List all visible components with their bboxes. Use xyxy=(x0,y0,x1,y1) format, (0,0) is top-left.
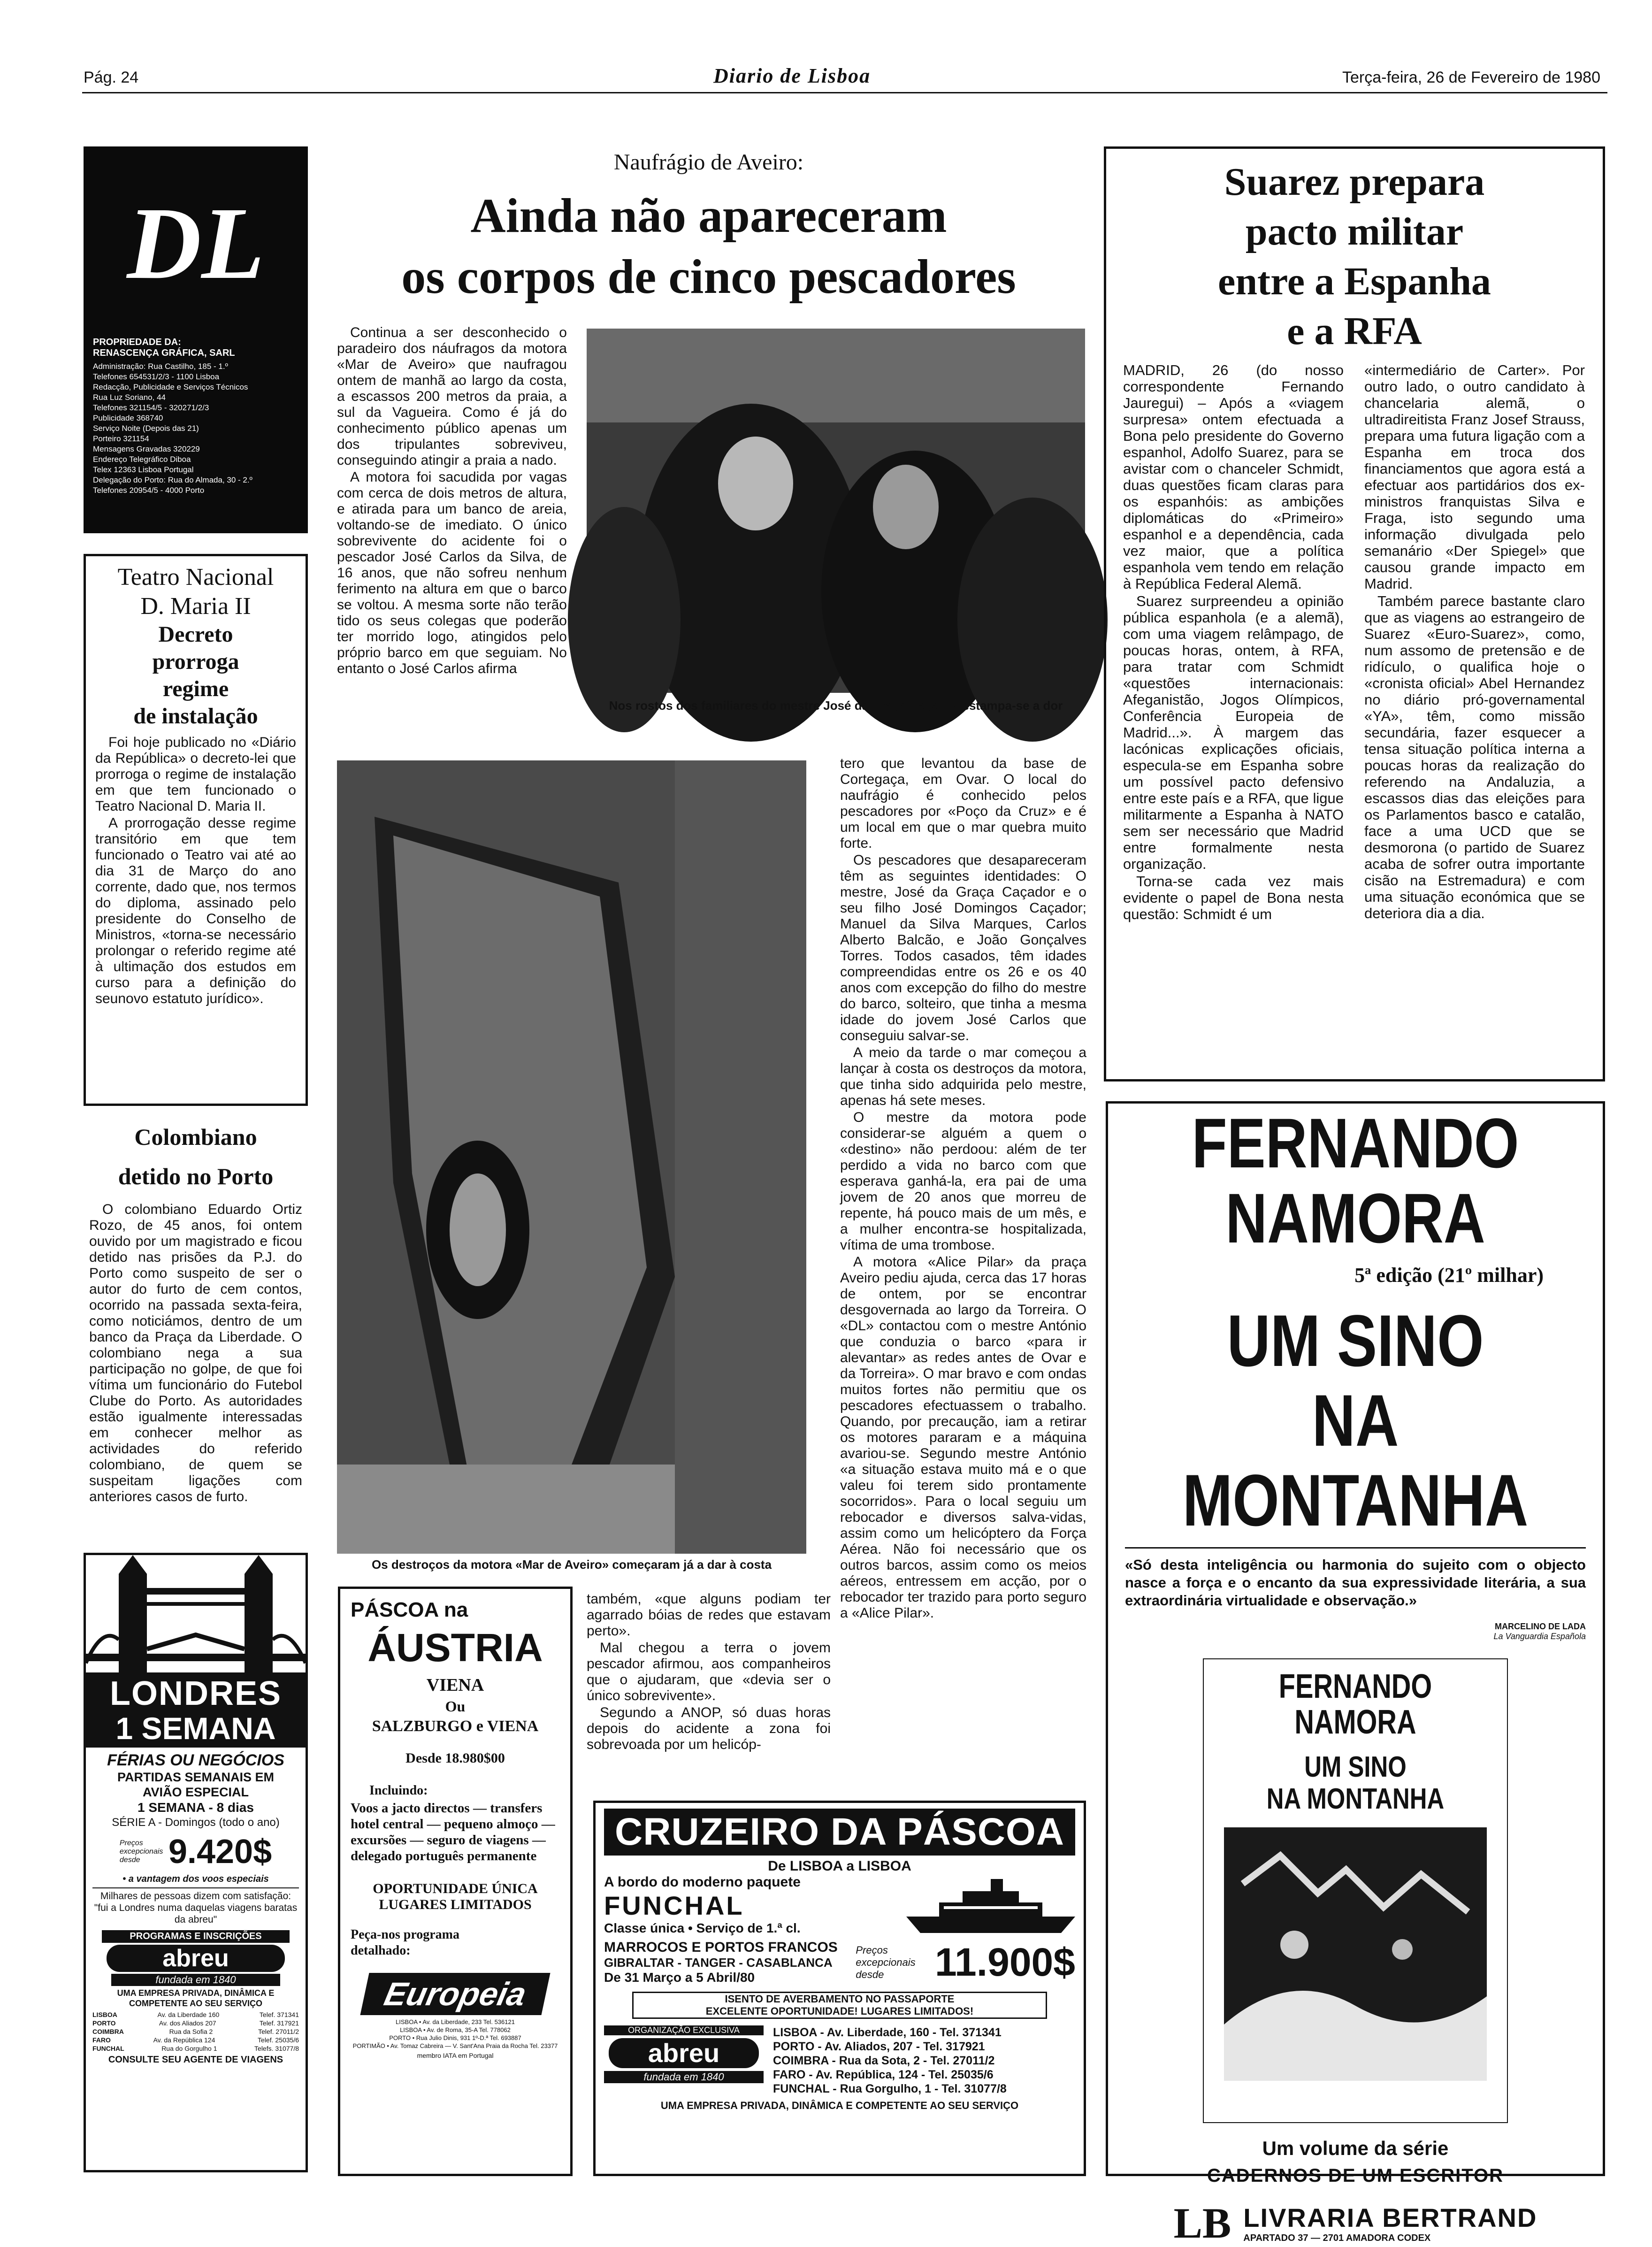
teatro-sub-2: prorroga xyxy=(152,649,239,674)
dl-contact-line: Porteiro 321154 xyxy=(93,434,149,443)
aveiro-paragraph: tero que levantou da base de Cortegaça, em Ovar. O local do naufrágio é conhecido pelos pescadores por «Poço da Cruz» e é um local em que o mar quebra muito forte. xyxy=(840,756,1086,851)
teatro-paragraph: Foi hoje publicado no «Diário da República» o decreto-lei que prorroga o regime de instalação em que tem funcionado o Teatro Nacional D. Maria II. xyxy=(95,735,296,814)
aveiro-col-2b xyxy=(587,1591,831,1753)
austria-incl-text: Voos a jacto directos — transfers hotel central — pequeno almoço —excursões — seguro de viagens — delegado português permanente xyxy=(351,1801,555,1864)
cover-illustration-icon xyxy=(1224,1827,1487,2081)
boat-wreckage-photo-icon xyxy=(337,760,806,1554)
teatro-title-2: D. Maria II xyxy=(140,593,251,620)
office-city: FARO xyxy=(92,2036,111,2044)
colombiano-body xyxy=(89,1202,302,1505)
dl-contact-line: Publicidade 368740 xyxy=(93,414,163,422)
dl-contact-line: Rua Luz Soriano, 44 xyxy=(93,393,166,402)
londres-line-4: SÉRIE A - Domingos (todo o ano) xyxy=(112,1816,280,1829)
londres-title-2: 1 SEMANA xyxy=(115,1711,276,1746)
aveiro-col-1 xyxy=(337,325,567,677)
austria-oport-1: OPORTUNIDADE ÚNICA xyxy=(373,1881,538,1896)
dl-logo: DL xyxy=(127,186,265,300)
office-tel: Telef. 25035/6 xyxy=(258,2036,299,2044)
office-addr: Av. da Liberdade 160 xyxy=(157,2011,220,2018)
cruzeiro-notice-1: ISENTO DE AVERBAMENTO NO PASSAPORTE xyxy=(725,1993,955,2005)
suarez-paragraph: Também parece bastante claro que as viagens ao estrangeiro de Suarez «Euro-Suarez», como, num assomo de pretensão e de ridículo, o qualifica hoje o «cronista oficial» Abel Hernandez no diário pró-governamental «YA», têm, como missão secundária, fazer esquecer a tensa situação política interna a poucas horas da realização do referendo na Andaluzia, a escassos dias das eleições para os Parlamentos basco e catalão, face a uma UCD que se desmorona (o partido de Suarez acaba de sofrer outra importante cisão na Estremadura) e com uma situação económica que se deteriora dia a dia. xyxy=(1364,593,1585,921)
header-date: Terça-feira, 26 de Fevereiro de 1980 xyxy=(1342,69,1600,86)
suarez-headline-3: entre a Espanha xyxy=(1218,260,1491,303)
namora-title-2: NA MONTANHA xyxy=(1182,1380,1529,1541)
austria-addresses xyxy=(351,2018,560,2050)
aveiro-paragraph: também, «que alguns podiam ter agarrado bóias de redes que estavam perto». xyxy=(587,1591,831,1639)
aveiro-kicker: Naufrágio de Aveiro: xyxy=(613,150,804,175)
londres-footer: CONSULTE SEU AGENTE DE VIAGENS xyxy=(108,2055,283,2065)
austria-address-line: PORTIMÃO • Av. Tomaz Cabreira — V. Sant'Ana Praia da Rocha Tel. 23377 xyxy=(352,2042,558,2049)
cruzeiro-itin-2: GIBRALTAR - TANGER - CASABLANCA xyxy=(604,1956,833,1970)
office-row xyxy=(92,2036,299,2044)
londres-company: UMA EMPRESA PRIVADA, DINÂMICA E COMPETENTE AO SEU SERVIÇO xyxy=(117,1988,275,2008)
office-row xyxy=(92,2010,299,2019)
namora-publisher: LIVRARIA BERTRAND xyxy=(1243,2203,1537,2232)
dl-contact-line: Telefones 654531/2/3 - 1100 Lisboa xyxy=(93,372,220,381)
austria-address-line: LISBOA • Av. da Liberdade, 233 Tel. 536121 xyxy=(396,2018,515,2025)
dl-contact-line: Telefones 20954/5 - 4000 Porto xyxy=(93,486,205,495)
dl-contact-line: Redacção, Publicidade e Serviços Técnicos xyxy=(93,383,248,391)
office-row xyxy=(92,2019,299,2027)
cruzeiro-ship: FUNCHAL xyxy=(604,1891,744,1920)
colombiano-paragraph: O colombiano Eduardo Ortiz Rozo, de 45 anos, foi ontem ouvido por um magistrado e ficou detido nas prisões da P.J. do Porto como suspeito de ser o autor do furto de cem contos, ocorrido na passada sexta-feira, como noticiámos, dentro de um banco da Praça da Liberdade. O colombiano nega a sua participação no golpe, de que foi vítima um funcionário do Futebol Clube do Porto. As autoridades estão igualmente interessadas em conhecer melhor as actividades do referido colombiano, de quem se suspeitam ligações com anteriores casos de furto. xyxy=(89,1202,302,1504)
namora-title-1: UM SINO xyxy=(1227,1300,1484,1382)
office-tel: Telef. 317921 xyxy=(259,2019,299,2027)
bertrand-logo: LB xyxy=(1173,2199,1231,2247)
aveiro-paragraph: A meio da tarde o mar começou a lançar à costa os destroços da motora, que tinha sido adquirida pelo mestre, apenas há sete meses. xyxy=(840,1045,1086,1108)
dl-contact-line: Endereço Telegráfico Diboa xyxy=(93,455,191,464)
cruzeiro-price-label: Preços excepcionais desde xyxy=(856,1944,916,1980)
cruzeiro-office-line: LISBOA - Av. Liberdade, 160 - Tel. 371341 xyxy=(773,2026,1002,2039)
office-tel: Telef. 371341 xyxy=(259,2011,299,2018)
masthead: Diario de Lisboa xyxy=(713,64,871,87)
teatro-sub-4: de instalação xyxy=(133,704,258,729)
cruzeiro-notice-2: EXCELENTE OPORTUNIDADE! LUGARES LIMITADOS! xyxy=(705,2005,974,2017)
austria-country: ÁUSTRIA xyxy=(367,1626,543,1670)
cover-title-1: UM SINO xyxy=(1304,1751,1407,1783)
cruzeiro-itin-1: MARROCOS E PORTOS FRANCOS xyxy=(604,1940,838,1955)
londres-programs: PROGRAMAS E INSCRIÇÕES xyxy=(102,1930,290,1943)
photo-wreckage-caption: Os destroços da motora «Mar de Aveiro» começaram já a dar à costa xyxy=(371,1557,772,1572)
dl-contact-lines xyxy=(93,361,298,496)
austria-member: membro IATA em Portugal xyxy=(417,2052,494,2059)
londres-tagline: FÉRIAS OU NEGÓCIOS xyxy=(107,1751,284,1769)
teatro-sub-1: Decreto xyxy=(158,622,233,647)
londres-line-6: Milhares de pessoas dizem com satisfação: "fui a Londres numa daquelas viagens baratas da abreu" xyxy=(92,1887,299,1925)
suarez-box xyxy=(1104,146,1605,1081)
austria-oport-2: LUGARES LIMITADOS xyxy=(379,1897,532,1912)
tower-bridge-icon xyxy=(86,1555,306,1672)
namora-series-1: Um volume da série xyxy=(1262,2137,1449,2159)
teatro-title-1: Teatro Nacional xyxy=(117,564,274,591)
austria-brand-logo: Europeia xyxy=(360,1973,550,2015)
cruzeiro-office-line: COIMBRA - Rua da Sota, 2 - Tel. 27011/2 xyxy=(773,2054,995,2067)
dl-contact-line: Telex 12363 Lisboa Portugal xyxy=(93,465,194,474)
suarez-headline-4: e a RFA xyxy=(1287,309,1422,353)
aveiro-paragraph: A motora foi sacudida por vagas com cerca de dois metros de altura, e atirada para um banco de areia, voltando-se de imediato. O único sobrevivente do acidente foi o pescador José Carlos da Silva, de 16 anos, que não sofreu nenhum ferimento na altura em que o barco se voltou. A mesma sorte não terão tido os seus colegas que poderão ter morrido logo, atingidos pelo próprio barco em que seguiam. No entanto o José Carlos afirma xyxy=(337,469,567,676)
austria-peca: Peça-nos programa detalhado: xyxy=(351,1927,459,1958)
cruzeiro-offices xyxy=(773,2025,1007,2096)
cruzeiro-footer: UMA EMPRESA PRIVADA, DINÂMICA E COMPETENTE AO SEU SERVIÇO xyxy=(660,2100,1019,2111)
suarez-paragraph: «intermediário de Carter». Por outro lado, o outro candidato à chancelaria alemã, o ultradireitista Franz Josef Strauss, prepara uma futura ligação com a Espanha em troca dos financiamentos que agora está a efectuar aos partidários dos ex-ministros franquistas Silva e Fraga, isto segundo uma informação divulgada pelo semanário «Der Spiegel» que causou grande impacto em Madrid. xyxy=(1364,362,1585,592)
londres-banner xyxy=(86,1672,306,1748)
dl-owner-title: PROPRIEDADE DA: xyxy=(93,337,181,347)
londres-founded: fundada em 1840 xyxy=(111,1974,280,1986)
tower-bridge-illustration xyxy=(86,1555,306,1672)
austria-ad xyxy=(338,1587,573,2176)
aveiro-paragraph: A motora «Alice Pilar» da praça Aveiro pediu ajuda, cerca das 17 horas de ontem, por se encontrar desgovernada ao largo da Torreira. O «DL» contactou com o mestre António que conduzia o barco «para ir alevantar» as redes antes de Ovar e da Torreira». O mar bravo e com ondas muitos fortes não permitiu que os pescadores efectuassem o trabalho. Quando, por precaução, iam a retirar os motores pararam e a máquina avariou-se. Segundo mestre António «a situação estava muito má e o que valeu foi terem sido prontamente socorridos». Para o local seguiu um rebocador e diversos salva-vidas, assim como um helicóptero da Força Aérea. Não foi necessário que os outros barcos, assim como os meios aéreos, entressem em acção, por o rebocador ter trazido para porto seguro a «Alice Pilar». xyxy=(840,1254,1086,1621)
londres-offices xyxy=(92,2010,299,2053)
dl-box xyxy=(84,146,308,533)
namora-address: APARTADO 37 — 2701 AMADORA CODEX xyxy=(1243,2233,1431,2243)
cruzeiro-brand: abreu xyxy=(609,2038,759,2068)
namora-quote: «Só desta inteligência ou harmonia do sujeito com o objecto nasce a força e o encanto da sua expressividade literária, a sua extraordinária virtualidade e observação.» xyxy=(1125,1557,1586,1609)
office-row xyxy=(92,2027,299,2036)
austria-pascoa: PÁSCOA na xyxy=(351,1598,468,1621)
cover-author-2: NAMORA xyxy=(1294,1703,1416,1741)
austria-incl: Incluindo: xyxy=(369,1783,428,1798)
namora-author-1: FERNANDO xyxy=(1192,1104,1519,1182)
londres-line-1: PARTIDAS SEMANAIS EM xyxy=(117,1770,275,1784)
namora-quote-author: MARCELINO DE LADA xyxy=(1495,1622,1586,1631)
cover-title-2: NA MONTANHA xyxy=(1266,1783,1445,1815)
aveiro-headline-1: Ainda não apareceram xyxy=(470,189,947,243)
londres-line-3: 1 SEMANA - 8 dias xyxy=(138,1800,254,1815)
austria-address-line: LISBOA • Av. de Roma, 35-A Tel. 778062 xyxy=(400,2026,511,2033)
office-addr: Av. da República 124 xyxy=(153,2036,215,2044)
aveiro-paragraph: Os pescadores que desapareceram têm as seguintes identidades: O mestre, José da Graça Caçador e o seu filho José Domingos Caçador; Manuel da Silva Marques, Carlos Alberto Balcão, e João Gonçalves Torres. Todos casados, têm idades compreendidas entre os 26 e os 40 anos com excepção do filho do mestre do barco, solteiro, que tinha a mesma idade do jovem José Carlos que conseguiu salvar-se. xyxy=(840,852,1086,1043)
cruzeiro-office-line: FUNCHAL - Rua Gorgulho, 1 - Tel. 31077/8 xyxy=(773,2082,1007,2095)
namora-quote-source: La Vanguardia Española xyxy=(1493,1632,1586,1641)
colombiano-title-2: detido no Porto xyxy=(118,1163,274,1189)
colombiano-title-1: Colombiano xyxy=(134,1124,257,1150)
cruzeiro-title: CRUZEIRO DA PÁSCOA xyxy=(604,1809,1075,1856)
page-number: Pág. 24 xyxy=(84,69,139,86)
header-rule xyxy=(82,92,1607,93)
austria-address-line: PORTO • Rua Julio Dinis, 931 1º-D.ª Tel. 693887 xyxy=(389,2034,521,2041)
cruzeiro-office-line: PORTO - Av. Aliados, 207 - Tel. 317921 xyxy=(773,2040,985,2053)
namora-edition: 5ª edição (21º milhar) xyxy=(1354,1264,1544,1287)
suarez-paragraph: Suarez surpreendeu a opinião pública espanhola (e a alemã), com uma viagem relâmpago, de poucas horas, ontem, à RFA, para tratar com Schmidt «questões internacionais: Afeganistão, Jogos Olímpicos, Conferência Europeia de Madrid...». À margem das lacónicas explicações oficiais, especula-se em Espanha sobre um possível pacto defensivo entre este país e a RFA, que ligue militarmente a Espanha à NATO sem ser necessário que Madrid entre formalmente nesta organização. xyxy=(1123,593,1344,872)
photo-family-grief-caption: Nos rostos dos familiares do mestre José da Graça Caçador estampa-se a dor xyxy=(609,698,1063,713)
cruzeiro-ad xyxy=(593,1801,1086,2176)
londres-brand: abreu xyxy=(107,1945,285,1972)
photo-wreckage xyxy=(337,760,806,1554)
cruzeiro-dates: De 31 Março a 5 Abril/80 xyxy=(604,1970,755,1985)
office-addr: Rua do Gorgulho 1 xyxy=(161,2045,217,2052)
cover-author-1: FERNANDO xyxy=(1278,1668,1432,1705)
suarez-col-2 xyxy=(1364,362,1585,922)
namora-series-2: CADERNOS DE UM ESCRITOR xyxy=(1207,2165,1504,2186)
office-tel: Telefs. 31077/8 xyxy=(254,2045,299,2052)
londres-line-5: • a vantagem dos voos especiais xyxy=(122,1874,269,1884)
cruzeiro-price: 11.900$ xyxy=(934,1940,1075,1984)
aveiro-paragraph: Segundo a ANOP, só duas horas depois do acidente a zona foi sobrevoada por um helicóp- xyxy=(587,1705,831,1752)
teatro-body xyxy=(95,735,296,1007)
teatro-paragraph: A prorrogação desse regime transitório em que tem funcionado o Teatro vai até ao dia 31 de Março do ano corrente, dado que, nos termos do diploma, assinado pelo presidente do Conselho de Ministros, «torna-se necessário prolongar o referido regime até à ultimação dos estudos em curso para a definição do seunovo estatuto jurídico». xyxy=(95,815,296,1006)
cruzeiro-org: ORGANIZAÇÃO EXCLUSIVA xyxy=(604,2025,764,2035)
dl-contact-line: Delegação do Porto: Rua do Almada, 30 - 2.º xyxy=(93,475,252,484)
teatro-sub-3: regime xyxy=(162,676,229,701)
suarez-paragraph: MADRID, 26 (do nosso correspondente Fernando Jauregui) – Após a «viagem surpresa» ontem efectuada a Bona pelo presidente do Governo espanhol, Adolfo Suarez, para se avistar com o chanceler Schmidt, duas questões ficam claras para os espanhóis: as ambições diplomáticas do «Primeiro» espanhol e a dependência, cada vez maior, que a política espanhola vem tendo em relação à República Federal Alemã. xyxy=(1123,362,1344,592)
office-city: PORTO xyxy=(92,2019,116,2027)
londres-price: 9.420$ xyxy=(168,1833,272,1871)
londres-title-1: LONDRES xyxy=(109,1675,282,1712)
dl-contact-line: Administração: Rua Castilho, 185 - 1.º xyxy=(93,362,228,371)
austria-city-2: SALZBURGO e VIENA xyxy=(372,1718,539,1735)
aveiro-paragraph: Continua a ser desconhecido o paradeiro dos náufragos da motora «Mar de Aveiro» que naufragou ontem de manhã ao largo da costa, a escassos 200 metros da praia, a sul da Vagueira. Como é já do conhecimento público apenas um dos tripulantes sobreviveu, conseguindo atingir a praia a nado. xyxy=(337,325,567,468)
aveiro-paragraph: Mal chegou a terra o jovem pescador afirmou, aos companheiros que o ajudaram, que «devia ser o único sobrevivente». xyxy=(587,1640,831,1703)
teatro-box xyxy=(84,554,308,1106)
mourning-women-photo-icon xyxy=(587,329,1085,693)
cruzeiro-office-line: FARO - Av. República, 124 - Tel. 25035/6 xyxy=(773,2068,994,2081)
photo-family-grief xyxy=(587,329,1085,693)
dl-contact-line: Telefones 321154/5 - 320271/2/3 xyxy=(93,403,209,412)
austria-ou: Ou xyxy=(445,1698,466,1715)
office-addr: Av. dos Aliados 207 xyxy=(159,2019,216,2027)
austria-price: Desde 18.980$00 xyxy=(405,1750,505,1766)
suarez-headline-2: pacto militar xyxy=(1245,210,1464,253)
suarez-paragraph: Torna-se cada vez mais evidente o papel de Bona nesta questão: Schmidt é um xyxy=(1123,873,1344,922)
aveiro-col-3 xyxy=(840,756,1086,1621)
cruzeiro-founded: fundada em 1840 xyxy=(604,2071,764,2083)
austria-city-1: VIENA xyxy=(426,1675,484,1695)
office-city: LISBOA xyxy=(92,2011,117,2018)
office-tel: Telef. 27011/2 xyxy=(258,2028,299,2035)
office-city: FUNCHAL xyxy=(92,2045,124,2052)
office-city: COIMBRA xyxy=(92,2028,124,2035)
book-cover xyxy=(1203,1658,1508,2123)
cruzeiro-route: De LISBOA a LISBOA xyxy=(768,1858,911,1874)
colombiano-article xyxy=(84,1117,308,1526)
namora-ad xyxy=(1106,1101,1605,2247)
aveiro-paragraph: O mestre da motora pode considerar-se alguém a quem o «destino» não perdoou: além de ter perdido a vida no barco com que esperava ganhá-la, era pai de uma jovem de 20 anos que morreu de repente, há pouco mais de um mês, e a mulher encontra-se hospitalizada, vítima de uma trombose. xyxy=(840,1110,1086,1253)
namora-author-2: NAMORA xyxy=(1225,1179,1485,1258)
suarez-headline-1: Suarez prepara xyxy=(1224,160,1485,204)
londres-line-2: AVIÃO ESPECIAL xyxy=(142,1785,249,1799)
cruzeiro-classe: Classe única • Serviço de 1.ª cl. xyxy=(604,1921,801,1935)
cruzeiro-board: A bordo do moderno paquete xyxy=(604,1874,801,1890)
dl-contact-line: Mensagens Gravadas 320229 xyxy=(93,445,200,453)
namora-rule xyxy=(1125,1547,1586,1549)
aveiro-headline-2: os corpos de cinco pescadores xyxy=(401,250,1016,304)
londres-price-label: Preços excepcionais desde xyxy=(119,1839,163,1864)
cruise-ship-icon xyxy=(906,1874,1075,1935)
londres-ad xyxy=(84,1553,308,2172)
dl-contact-line: Serviço Noite (Depois das 21) xyxy=(93,424,199,433)
office-addr: Rua da Sofia 2 xyxy=(169,2028,213,2035)
suarez-col-1 xyxy=(1123,362,1344,922)
dl-owner-name: RENASCENÇA GRÁFICA, SARL xyxy=(93,348,235,358)
office-row xyxy=(92,2044,299,2053)
